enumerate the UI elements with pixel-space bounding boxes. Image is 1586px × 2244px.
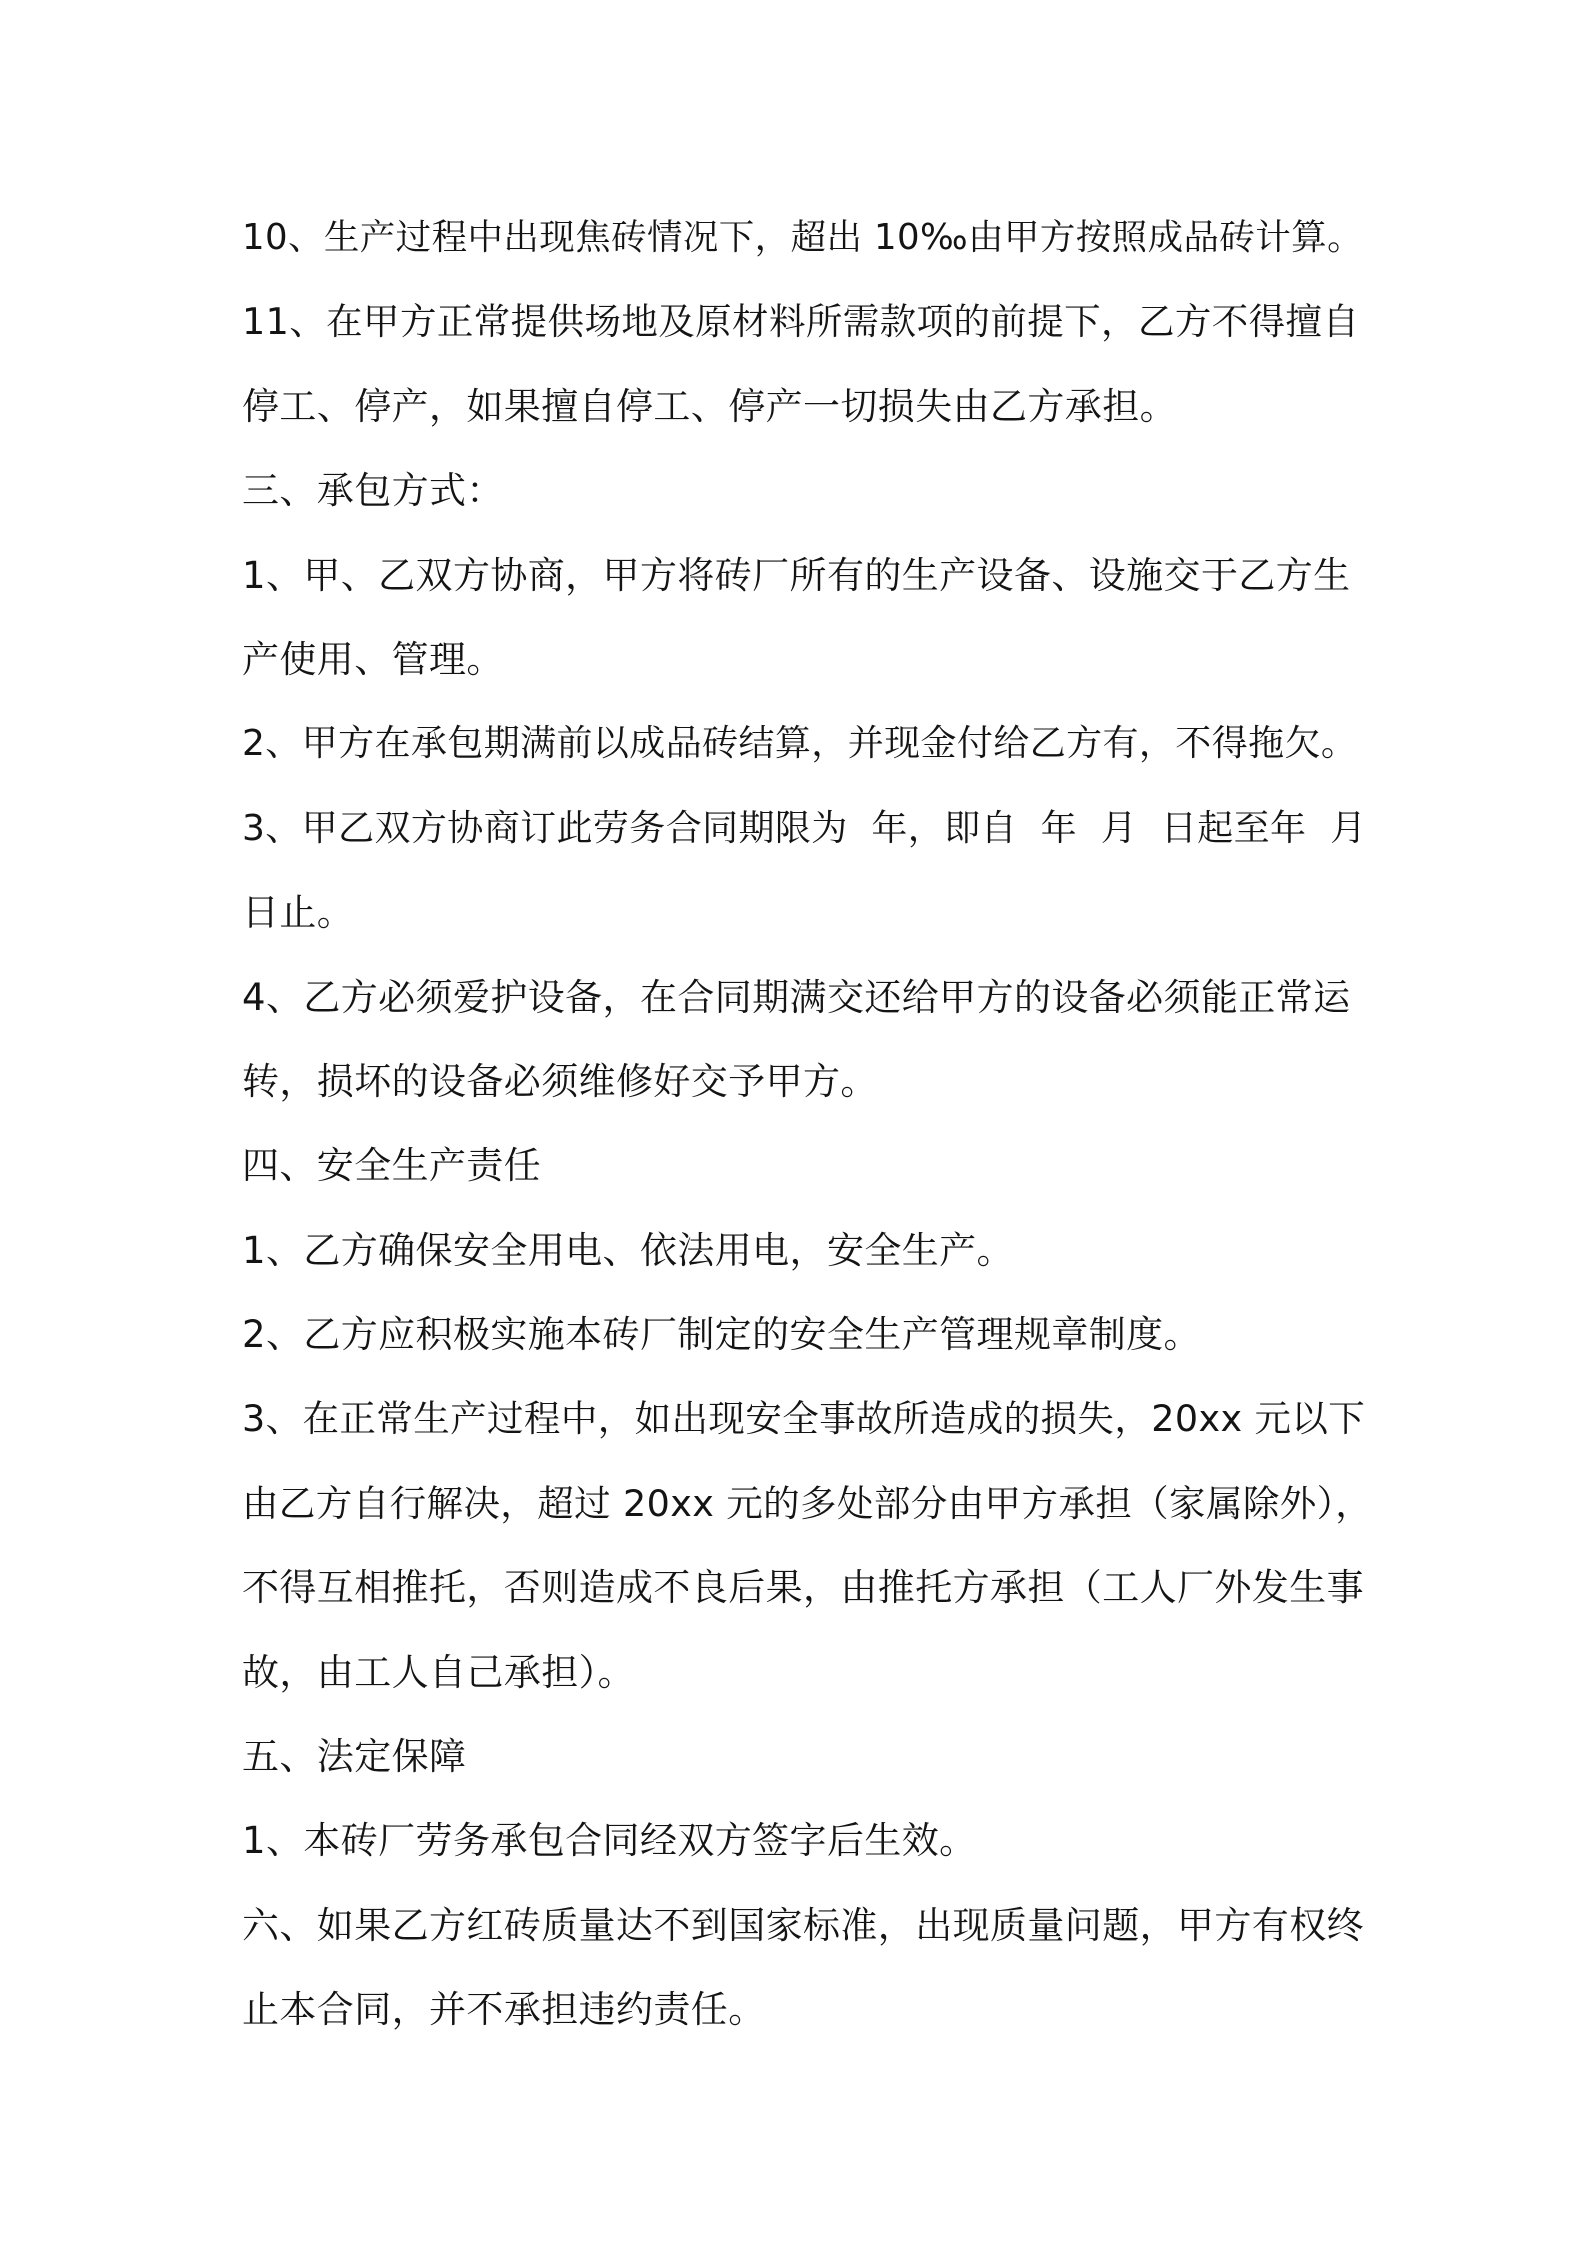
section-3-item-3-line-2: 日止。 xyxy=(242,891,355,935)
section-5-heading: 五、法定保障 xyxy=(242,1735,467,1779)
clause-11-line-2: 停工、停产，如果擅自停工、停产一切损失由乙方承担。 xyxy=(242,384,1177,428)
section-3-item-2: 2、甲方在承包期满前以成品砖结算，并现金付给乙方有，不得拖欠。 xyxy=(242,723,1358,765)
section-4-item-3-line-3: 不得互相推托，否则造成不良后果，由推托方承担（工人厂外发生事 xyxy=(242,1566,1364,1610)
section-6-line-2: 止本合同，并不承担违约责任。 xyxy=(242,1988,766,2032)
section-4-item-3-line-4: 故，由工人自己承担）。 xyxy=(242,1650,635,1694)
section-3-heading: 三、承包方式： xyxy=(242,469,504,513)
clause-10-line: 10、生产过程中出现焦砖情况下，超出 10‰由甲方按照成品砖计算。 xyxy=(242,217,1363,258)
section-4-item-3-line-2: 由乙方自行解决，超过 20xx 元的多处部分由甲方承担（家属除外）， xyxy=(242,1481,1373,1525)
section-5-item-1: 1、本砖厂劳务承包合同经双方签字后生效。 xyxy=(242,1819,977,1863)
section-3-item-4-line-1: 4、乙方必须爱护设备，在合同期满交还给甲方的设备必须能正常运 xyxy=(242,975,1351,1019)
section-3-item-1-line-1: 1、甲、乙双方协商，甲方将砖厂所有的生产设备、设施交于乙方生 xyxy=(242,553,1351,597)
section-4-item-2: 2、乙方应积极实施本砖厂制定的安全生产管理规章制度。 xyxy=(242,1313,1201,1357)
section-6-line-1: 六、如果乙方红砖质量达不到国家标准，出现质量问题，甲方有权终 xyxy=(242,1903,1364,1947)
section-3-item-1-line-2: 产使用、管理。 xyxy=(242,637,504,681)
document-body xyxy=(242,196,1372,2053)
section-4-heading: 四、安全生产责任 xyxy=(242,1144,542,1188)
clause-11-line-1: 11、在甲方正常提供场地及原材料所需款项的前提下，乙方不得擅自 xyxy=(242,300,1360,344)
section-3-item-4-line-2: 转，损坏的设备必须维修好交予甲方。 xyxy=(242,1059,878,1103)
section-3-item-3-line-1: 3、甲乙双方协商订此劳务合同期限为 年，即自 年 月 日起至年 月 xyxy=(242,807,1367,849)
section-4-item-3-line-1: 3、在正常生产过程中，如出现安全事故所造成的损失，20xx 元以下 xyxy=(242,1397,1366,1441)
section-4-item-1: 1、乙方确保安全用电、依法用电，安全生产。 xyxy=(242,1228,1014,1272)
